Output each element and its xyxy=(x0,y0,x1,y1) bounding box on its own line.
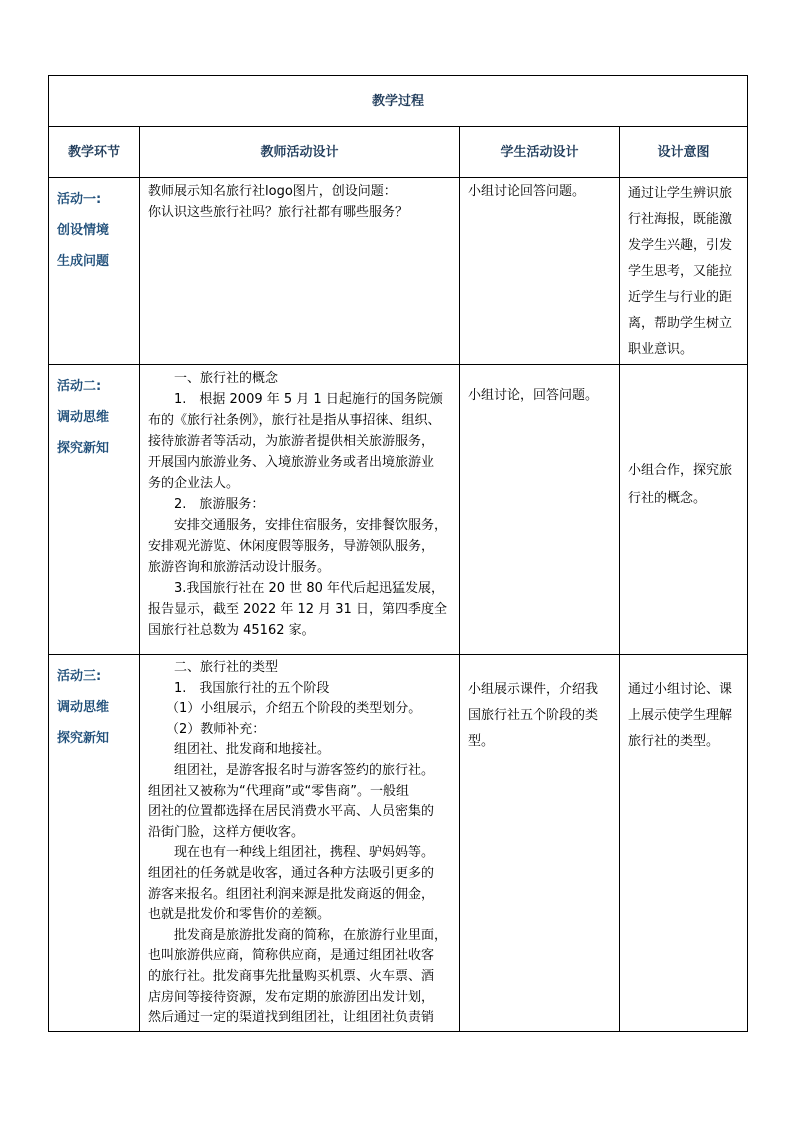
teacher-text: 组团社、批发商和地接社。 xyxy=(174,742,331,758)
stage-label: 生成问题 xyxy=(57,254,110,269)
table-row xyxy=(49,178,748,365)
student-text: 国旅行社五个阶段的类 xyxy=(468,708,599,723)
teacher-text: 安排交通服务，安排住宿服务，安排餐饮服务， xyxy=(174,518,448,533)
table-title: 教学过程 xyxy=(49,76,748,127)
teacher-text: 旅游咨询和旅游活动设计服务。 xyxy=(148,560,331,575)
stage-label: 调动思维 xyxy=(57,700,110,715)
teacher-text: 一、旅行社的概念 xyxy=(174,371,279,386)
teacher-activity-cell xyxy=(140,655,460,1032)
teacher-text: 现在也有一种线上组团社，携程、驴妈妈等。 xyxy=(174,845,435,861)
student-activity-cell xyxy=(460,365,620,655)
teacher-text: 报告显示，截至 2022 年 12 月 31 日，第四季度全 xyxy=(148,602,447,617)
intent-text: 行社的概念。 xyxy=(628,491,707,506)
intent-cell xyxy=(620,178,748,365)
teacher-text: 2. 旅游服务： xyxy=(174,497,265,512)
student-text: 型。 xyxy=(468,734,495,749)
intent-text: 发学生兴趣，引发 xyxy=(628,238,733,253)
teacher-text: 也叫旅游供应商，简称供应商，是通过组团社收客 xyxy=(148,948,435,964)
teacher-text: 组团社，是游客报名时与游客签约的旅行社。 xyxy=(174,762,435,778)
teacher-activity-cell xyxy=(140,178,460,365)
intent-cell xyxy=(620,365,748,655)
header-teacher: 教师活动设计 xyxy=(140,127,460,178)
student-activity-cell xyxy=(460,655,620,1032)
teacher-text: 然后通过一定的渠道找到组团社，让组团社负责销 xyxy=(148,1010,435,1026)
intent-text: 行社海报，既能激 xyxy=(628,212,733,227)
student-text: 小组讨论回答问题。 xyxy=(468,184,586,199)
stage-label: 探究新知 xyxy=(57,731,110,746)
intent-cell xyxy=(620,655,748,1032)
student-text: 小组讨论，回答问题。 xyxy=(468,388,599,403)
stage-cell xyxy=(49,178,140,365)
teacher-text: 1. 根据 2009 年 5 月 1 日起施行的国务院颁 xyxy=(174,392,443,407)
stage-label: 活动二: xyxy=(57,379,102,394)
table-row xyxy=(49,655,748,1032)
teacher-text: 沿街门脸，这样方便收客。 xyxy=(148,824,305,840)
teacher-text: 教师展示知名旅行社logo图片，创设问题： xyxy=(148,184,397,199)
intent-text: 职业意识。 xyxy=(628,342,694,357)
teacher-text: 开展国内旅游业务、入境旅游业务或者出境旅游业 xyxy=(148,455,435,470)
stage-label: 活动三: xyxy=(57,669,102,684)
teacher-text: 组团社又被称为“代理商”或“零售商”。一般组 xyxy=(148,783,409,799)
header-student: 学生活动设计 xyxy=(460,127,620,178)
teacher-text: 也就是批发价和零售价的差额。 xyxy=(148,907,331,923)
header-intent: 设计意图 xyxy=(620,127,748,178)
teacher-text: 游客来报名。组团社利润来源是批发商返的佣金， xyxy=(148,886,435,902)
student-text: 小组展示课件，介绍我 xyxy=(468,682,599,697)
stage-cell xyxy=(49,655,140,1032)
teacher-text: （2）教师补充： xyxy=(166,721,266,737)
teacher-text: 你认识这些旅行社吗？旅行社都有哪些服务？ xyxy=(148,205,409,220)
table-row xyxy=(49,365,748,655)
teacher-text: 务的企业法人。 xyxy=(148,476,240,491)
header-stage: 教学环节 xyxy=(49,127,140,178)
teacher-text: （1）小组展示，介绍五个阶段的类型划分。 xyxy=(166,701,422,717)
teacher-text: 组团社的任务就是收客，通过各种方法吸引更多的 xyxy=(148,865,435,881)
teacher-text: 接待旅游者等活动，为旅游者提供相关旅游服务， xyxy=(148,434,435,449)
teacher-text: 1. 我国旅行社的五个阶段 xyxy=(174,680,330,696)
stage-label: 创设情境 xyxy=(57,223,110,238)
intent-text: 小组合作，探究旅 xyxy=(628,463,733,478)
teacher-text: 安排观光游览、休闲度假等服务，导游领队服务， xyxy=(148,539,435,554)
student-activity-cell xyxy=(460,178,620,365)
stage-cell xyxy=(49,365,140,655)
stage-label: 调动思维 xyxy=(57,410,110,425)
intent-text: 通过小组讨论、课 xyxy=(628,682,733,697)
intent-text: 离，帮助学生树立 xyxy=(628,316,733,331)
teacher-activity-cell xyxy=(140,365,460,655)
teacher-text: 二、旅行社的类型 xyxy=(174,660,279,675)
stage-label: 探究新知 xyxy=(57,441,110,456)
stage-label: 活动一: xyxy=(57,192,102,207)
teacher-text: 店房间等接待资源，发布定期的旅游团出发计划， xyxy=(148,989,435,1005)
teacher-text: 批发商是旅游批发商的简称，在旅游行业里面， xyxy=(174,927,448,943)
intent-text: 通过让学生辨识旅 xyxy=(628,186,733,201)
intent-text: 旅行社的类型。 xyxy=(628,734,720,749)
teacher-text: 国旅行社总数为 45162 家。 xyxy=(148,623,315,638)
teacher-text: 团社的位置都选择在居民消费水平高、人员密集的 xyxy=(148,804,435,820)
teaching-process-table xyxy=(48,75,748,1032)
teacher-text: 布的《旅行社条例》，旅行社是指从事招徕、组织、 xyxy=(148,413,441,428)
teacher-text: 的旅行社。批发商事先批量购买机票、火车票、酒 xyxy=(148,968,435,984)
intent-text: 学生思考，又能拉 xyxy=(628,264,733,279)
teacher-text: 3.我国旅行社在 20 世 80 年代后起迅猛发展， xyxy=(174,581,445,596)
intent-text: 近学生与行业的距 xyxy=(628,290,733,305)
intent-text: 上展示使学生理解 xyxy=(628,708,733,723)
